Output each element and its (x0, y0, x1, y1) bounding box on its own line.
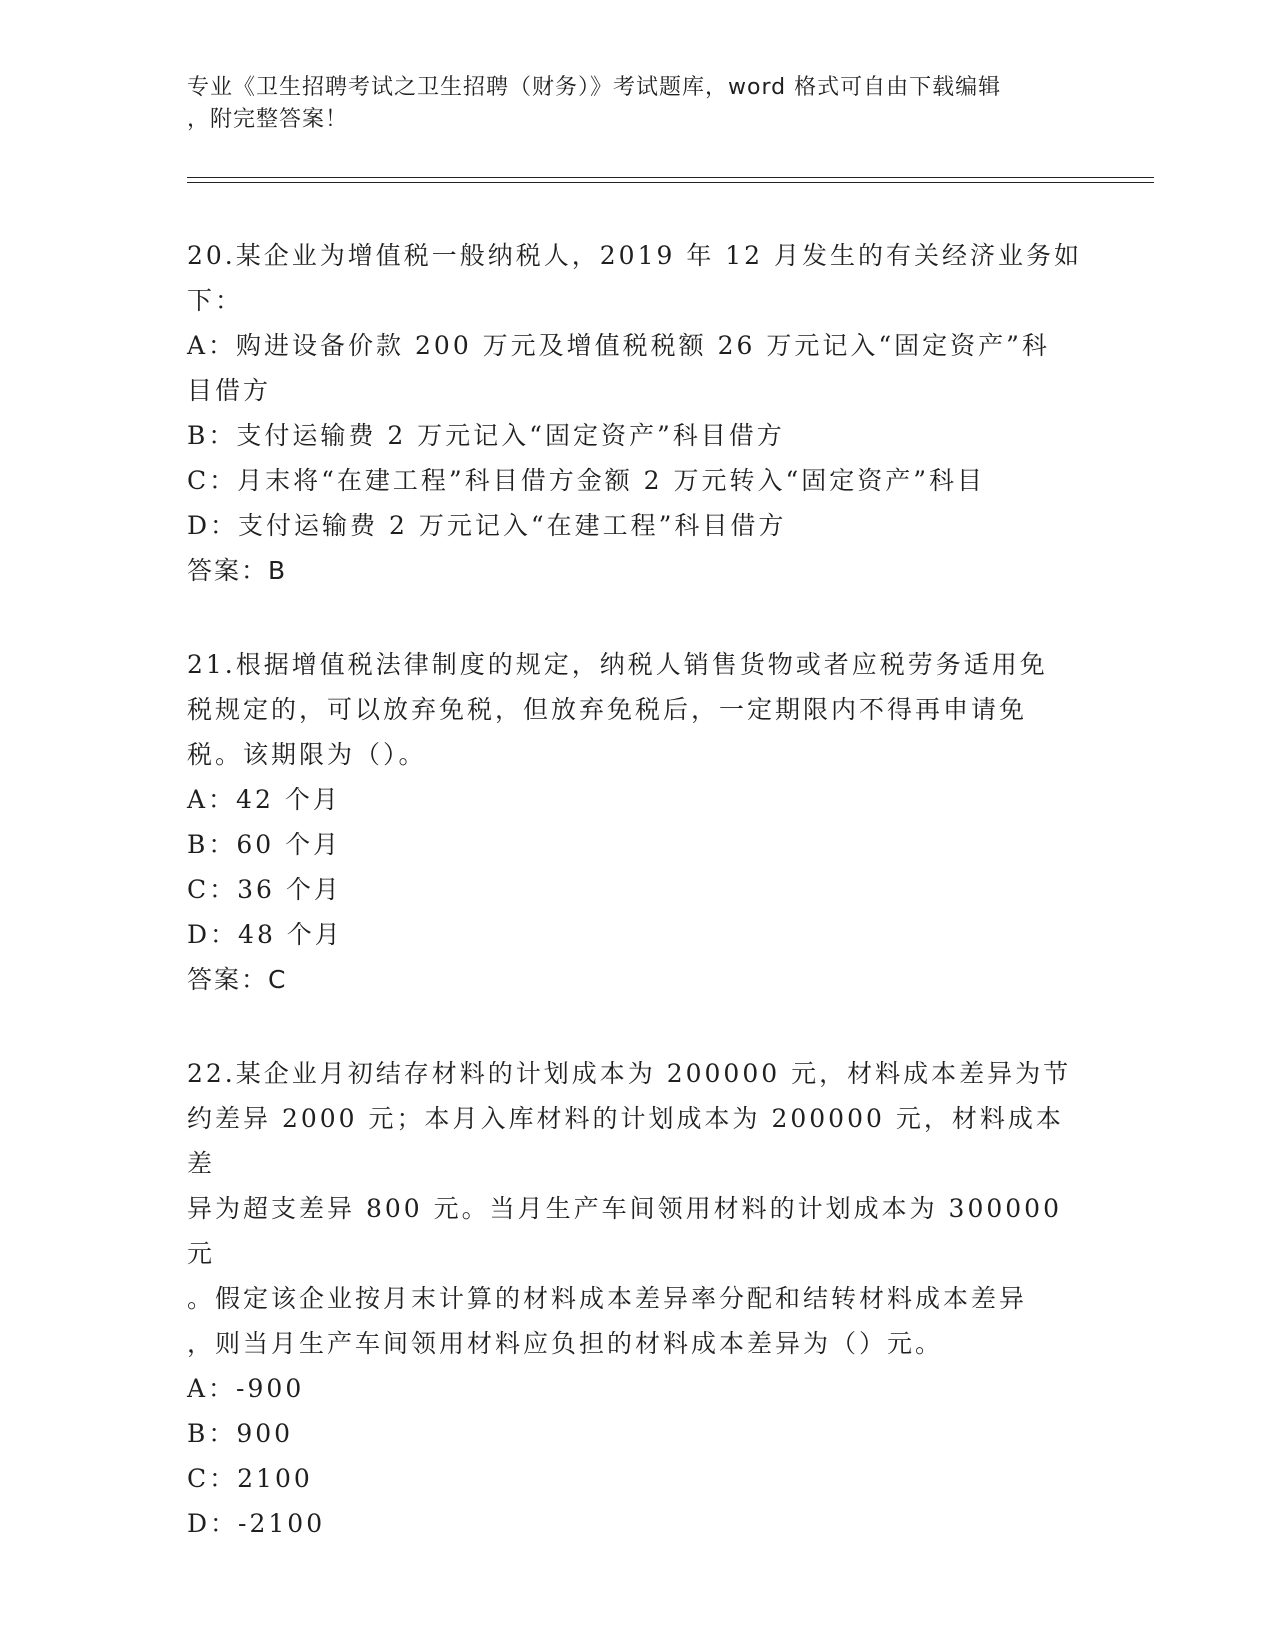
question-21 (187, 642, 1087, 1002)
answer-line: 答案：B (187, 556, 288, 585)
question-stem-line: 税。该期限为（）。 (187, 740, 427, 769)
header-line-1: 专业《卫生招聘考试之卫生招聘（财务）》考试题库，word 格式可自由下载编辑 (187, 75, 1002, 100)
option-a: A：42 个月 (187, 785, 341, 814)
question-22 (187, 1051, 1087, 1546)
question-stem-line: 。假定该企业按月末计算的材料成本差异率分配和结转材料成本差异 (187, 1284, 1028, 1313)
question-stem-line: 异为超支差异 800 元。当月生产车间领用材料的计划成本为 300000 元 (187, 1194, 1062, 1268)
option-d: D：-2100 (187, 1509, 326, 1538)
option-c: C：月末将“在建工程”科目借方金额 2 万元转入“固定资产”科目 (187, 466, 986, 495)
option-a: A：-900 (187, 1374, 305, 1403)
option-c: C：2100 (187, 1464, 313, 1493)
option-d: D：支付运输费 2 万元记入“在建工程”科目借方 (187, 511, 787, 540)
option-b: B：60 个月 (187, 830, 342, 859)
option-a-continued: 目借方 (187, 376, 272, 405)
header-divider-top (187, 177, 1154, 178)
option-b: B：900 (187, 1419, 294, 1448)
document-header (187, 72, 1087, 136)
option-c: C：36 个月 (187, 875, 342, 904)
question-stem-line: 税规定的，可以放弃免税，但放弃免税后，一定期限内不得再申请免 (187, 695, 1028, 724)
option-a: A：购进设备价款 200 万元及增值税税额 26 万元记入“固定资产”科 (187, 331, 1050, 360)
question-20 (187, 233, 1087, 593)
question-stem-line: 21.根据增值税法律制度的规定，纳税人销售货物或者应税劳务适用免 (187, 650, 1048, 679)
option-b: B：支付运输费 2 万元记入“固定资产”科目借方 (187, 421, 785, 450)
question-stem-line: 约差异 2000 元；本月入库材料的计划成本为 200000 元，材料成本差 (187, 1104, 1064, 1178)
question-stem-line: ，则当月生产车间领用材料应负担的材料成本差异为（）元。 (187, 1329, 944, 1358)
option-d: D：48 个月 (187, 920, 343, 949)
question-stem-line: 22.某企业月初结存材料的计划成本为 200000 元，材料成本差异为节 (187, 1059, 1072, 1088)
question-stem-line: 下： (187, 286, 244, 315)
header-divider-bottom (187, 182, 1154, 183)
question-stem-line: 20.某企业为增值税一般纳税人，2019 年 12 月发生的有关经济业务如 (187, 241, 1083, 270)
header-line-2: ，附完整答案！ (187, 107, 349, 132)
answer-line: 答案：C (187, 965, 288, 994)
